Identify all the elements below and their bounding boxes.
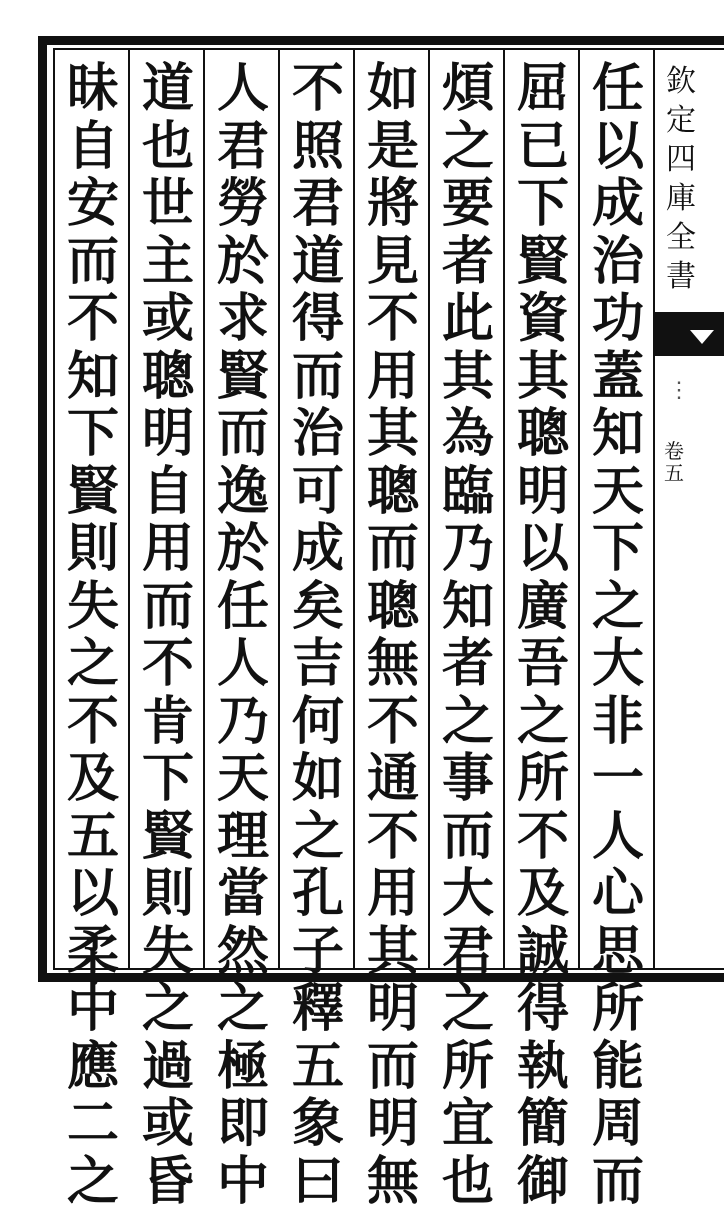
text-column — [358, 58, 428, 1212]
character: 不 — [141, 633, 194, 694]
character: 道 — [141, 58, 194, 119]
character: 宜 — [441, 1093, 494, 1154]
book-title-char: 全 — [666, 220, 696, 255]
inner-border-top — [53, 48, 724, 50]
character: 勞 — [216, 173, 269, 234]
character: 能 — [591, 1035, 644, 1097]
character: 明 — [516, 460, 569, 522]
text-column — [58, 58, 128, 1212]
character: 應 — [66, 1035, 119, 1097]
character: 治 — [291, 403, 344, 464]
character: 吾 — [516, 633, 569, 694]
character: 通 — [366, 748, 419, 809]
character: 及 — [516, 863, 569, 924]
character: 五 — [66, 805, 119, 867]
character: 要 — [441, 173, 494, 234]
column-rule — [428, 50, 430, 968]
character: 或 — [141, 288, 194, 349]
character: 煩 — [441, 58, 494, 119]
volume-char: 五 — [664, 461, 684, 485]
character: 釋 — [291, 978, 344, 1039]
character: 而 — [366, 518, 419, 579]
character: 子 — [291, 920, 344, 982]
character: 無 — [366, 1150, 419, 1212]
character: 者 — [441, 230, 494, 292]
text-column — [433, 58, 503, 1212]
character: 是 — [366, 115, 419, 177]
character: 自 — [141, 460, 194, 522]
character: 所 — [516, 748, 569, 809]
character: 知 — [591, 403, 644, 464]
character: 而 — [441, 805, 494, 867]
character: 賢 — [141, 805, 194, 867]
character: 吉 — [291, 633, 344, 694]
character: 之 — [441, 978, 494, 1039]
character: 不 — [366, 288, 419, 349]
character: 御 — [516, 1150, 569, 1212]
book-title-char: 書 — [666, 259, 696, 294]
character: 如 — [366, 58, 419, 119]
character: 得 — [291, 288, 344, 349]
inner-border-left — [53, 48, 55, 970]
character: 而 — [216, 403, 269, 464]
character: 於 — [216, 230, 269, 292]
character: 人 — [216, 58, 269, 119]
character: 屈 — [516, 58, 569, 119]
character: 下 — [591, 518, 644, 579]
text-column — [283, 58, 353, 1212]
character: 思 — [591, 920, 644, 982]
character: 將 — [366, 173, 419, 234]
fishtail-notch — [690, 330, 714, 344]
character: 之 — [591, 575, 644, 637]
book-title — [663, 62, 699, 296]
character: 見 — [366, 230, 419, 292]
character: 一 — [591, 748, 644, 809]
character: 則 — [66, 518, 119, 579]
column-rule — [578, 50, 580, 968]
character: 也 — [441, 1150, 494, 1212]
character: 所 — [441, 1035, 494, 1097]
character: 自 — [66, 115, 119, 177]
character: 無 — [366, 633, 419, 694]
character: 聰 — [516, 403, 569, 464]
character: 乃 — [216, 690, 269, 752]
margin-smudge: ⋮ — [668, 378, 690, 403]
character: 成 — [591, 173, 644, 234]
character: 道 — [291, 230, 344, 292]
text-column — [508, 58, 578, 1212]
character: 其 — [366, 920, 419, 982]
character: 曰 — [291, 1150, 344, 1212]
character: 之 — [516, 690, 569, 752]
character: 中 — [216, 1150, 269, 1212]
character: 人 — [216, 633, 269, 694]
character: 誠 — [516, 920, 569, 982]
text-column — [133, 58, 203, 1212]
character: 明 — [141, 403, 194, 464]
character: 蓋 — [591, 345, 644, 407]
character: 乃 — [441, 518, 494, 579]
character: 功 — [591, 288, 644, 349]
character: 以 — [66, 863, 119, 924]
column-rule — [203, 50, 205, 968]
character: 資 — [516, 288, 569, 349]
character: 之 — [441, 115, 494, 177]
character: 而 — [366, 1035, 419, 1097]
character: 者 — [441, 633, 494, 694]
character: 安 — [66, 173, 119, 234]
character: 明 — [366, 1093, 419, 1154]
character: 執 — [516, 1035, 569, 1097]
character: 心 — [591, 863, 644, 924]
character: 昏 — [141, 1150, 194, 1212]
character: 或 — [141, 1093, 194, 1154]
character: 理 — [216, 805, 269, 867]
character: 下 — [516, 173, 569, 234]
character: 逸 — [216, 460, 269, 522]
character: 而 — [141, 575, 194, 637]
character: 周 — [591, 1093, 644, 1154]
character: 為 — [441, 403, 494, 464]
character: 之 — [141, 978, 194, 1039]
character: 君 — [441, 920, 494, 982]
character: 中 — [66, 978, 119, 1039]
character: 二 — [66, 1093, 119, 1154]
character: 用 — [366, 863, 419, 924]
character: 明 — [366, 978, 419, 1039]
character: 當 — [216, 863, 269, 924]
character: 之 — [291, 805, 344, 867]
character: 不 — [66, 690, 119, 752]
character: 不 — [516, 805, 569, 867]
character: 知 — [66, 345, 119, 407]
character: 其 — [516, 345, 569, 407]
character: 孔 — [291, 863, 344, 924]
character: 此 — [441, 288, 494, 349]
character: 何 — [291, 690, 344, 752]
character: 得 — [516, 978, 569, 1039]
character: 肯 — [141, 690, 194, 752]
character: 極 — [216, 1035, 269, 1097]
character: 之 — [66, 1150, 119, 1212]
text-column — [583, 58, 653, 1212]
character: 大 — [441, 863, 494, 924]
character: 不 — [291, 58, 344, 119]
character: 而 — [591, 1150, 644, 1212]
character: 象 — [291, 1093, 344, 1154]
character: 事 — [441, 748, 494, 809]
character: 天 — [216, 748, 269, 809]
character: 主 — [141, 230, 194, 292]
character: 也 — [141, 115, 194, 177]
character: 於 — [216, 518, 269, 579]
character: 矣 — [291, 575, 344, 637]
character: 臨 — [441, 460, 494, 522]
character: 所 — [591, 978, 644, 1039]
character: 賢 — [516, 230, 569, 292]
column-rule — [353, 50, 355, 968]
character: 失 — [66, 575, 119, 637]
book-title-char: 庫 — [666, 181, 696, 216]
character: 用 — [141, 518, 194, 579]
character: 非 — [591, 690, 644, 752]
character: 之 — [441, 690, 494, 752]
character: 及 — [66, 748, 119, 809]
character: 下 — [66, 403, 119, 464]
volume-label — [662, 440, 686, 484]
character: 成 — [291, 518, 344, 579]
character: 賢 — [66, 460, 119, 522]
column-rule — [128, 50, 130, 968]
character: 過 — [141, 1035, 194, 1097]
character: 昧 — [66, 58, 119, 119]
character: 則 — [141, 863, 194, 924]
character: 下 — [141, 748, 194, 809]
character: 大 — [591, 633, 644, 694]
character: 聰 — [366, 575, 419, 637]
character: 失 — [141, 920, 194, 982]
character: 知 — [441, 575, 494, 637]
character: 君 — [291, 173, 344, 234]
book-title-char: 四 — [666, 142, 696, 177]
character: 簡 — [516, 1093, 569, 1154]
character: 不 — [366, 690, 419, 752]
character: 可 — [291, 460, 344, 522]
character: 不 — [366, 805, 419, 867]
character: 廣 — [516, 575, 569, 637]
character: 任 — [591, 58, 644, 119]
character: 即 — [216, 1093, 269, 1154]
character: 其 — [366, 403, 419, 464]
character: 其 — [441, 345, 494, 407]
character: 而 — [66, 230, 119, 292]
character: 已 — [516, 115, 569, 177]
character: 用 — [366, 345, 419, 407]
character: 天 — [591, 460, 644, 522]
character: 賢 — [216, 345, 269, 407]
text-column — [208, 58, 278, 1212]
character: 不 — [66, 288, 119, 349]
character: 五 — [291, 1035, 344, 1097]
character: 治 — [591, 230, 644, 292]
character: 照 — [291, 115, 344, 177]
character: 人 — [591, 805, 644, 867]
volume-char: 卷 — [664, 439, 684, 463]
book-title-char: 欽 — [666, 64, 696, 99]
character: 之 — [66, 633, 119, 694]
column-rule — [503, 50, 505, 968]
column-rule — [278, 50, 280, 968]
character: 如 — [291, 748, 344, 809]
character: 任 — [216, 575, 269, 637]
character: 聰 — [141, 345, 194, 407]
character: 世 — [141, 173, 194, 234]
character: 聰 — [366, 460, 419, 522]
book-title-char: 定 — [666, 103, 696, 138]
character: 求 — [216, 288, 269, 349]
character: 君 — [216, 115, 269, 177]
character: 以 — [591, 115, 644, 177]
character: 之 — [216, 978, 269, 1039]
character: 以 — [516, 518, 569, 579]
character: 柔 — [66, 920, 119, 982]
character: 然 — [216, 920, 269, 982]
character: 而 — [291, 345, 344, 407]
